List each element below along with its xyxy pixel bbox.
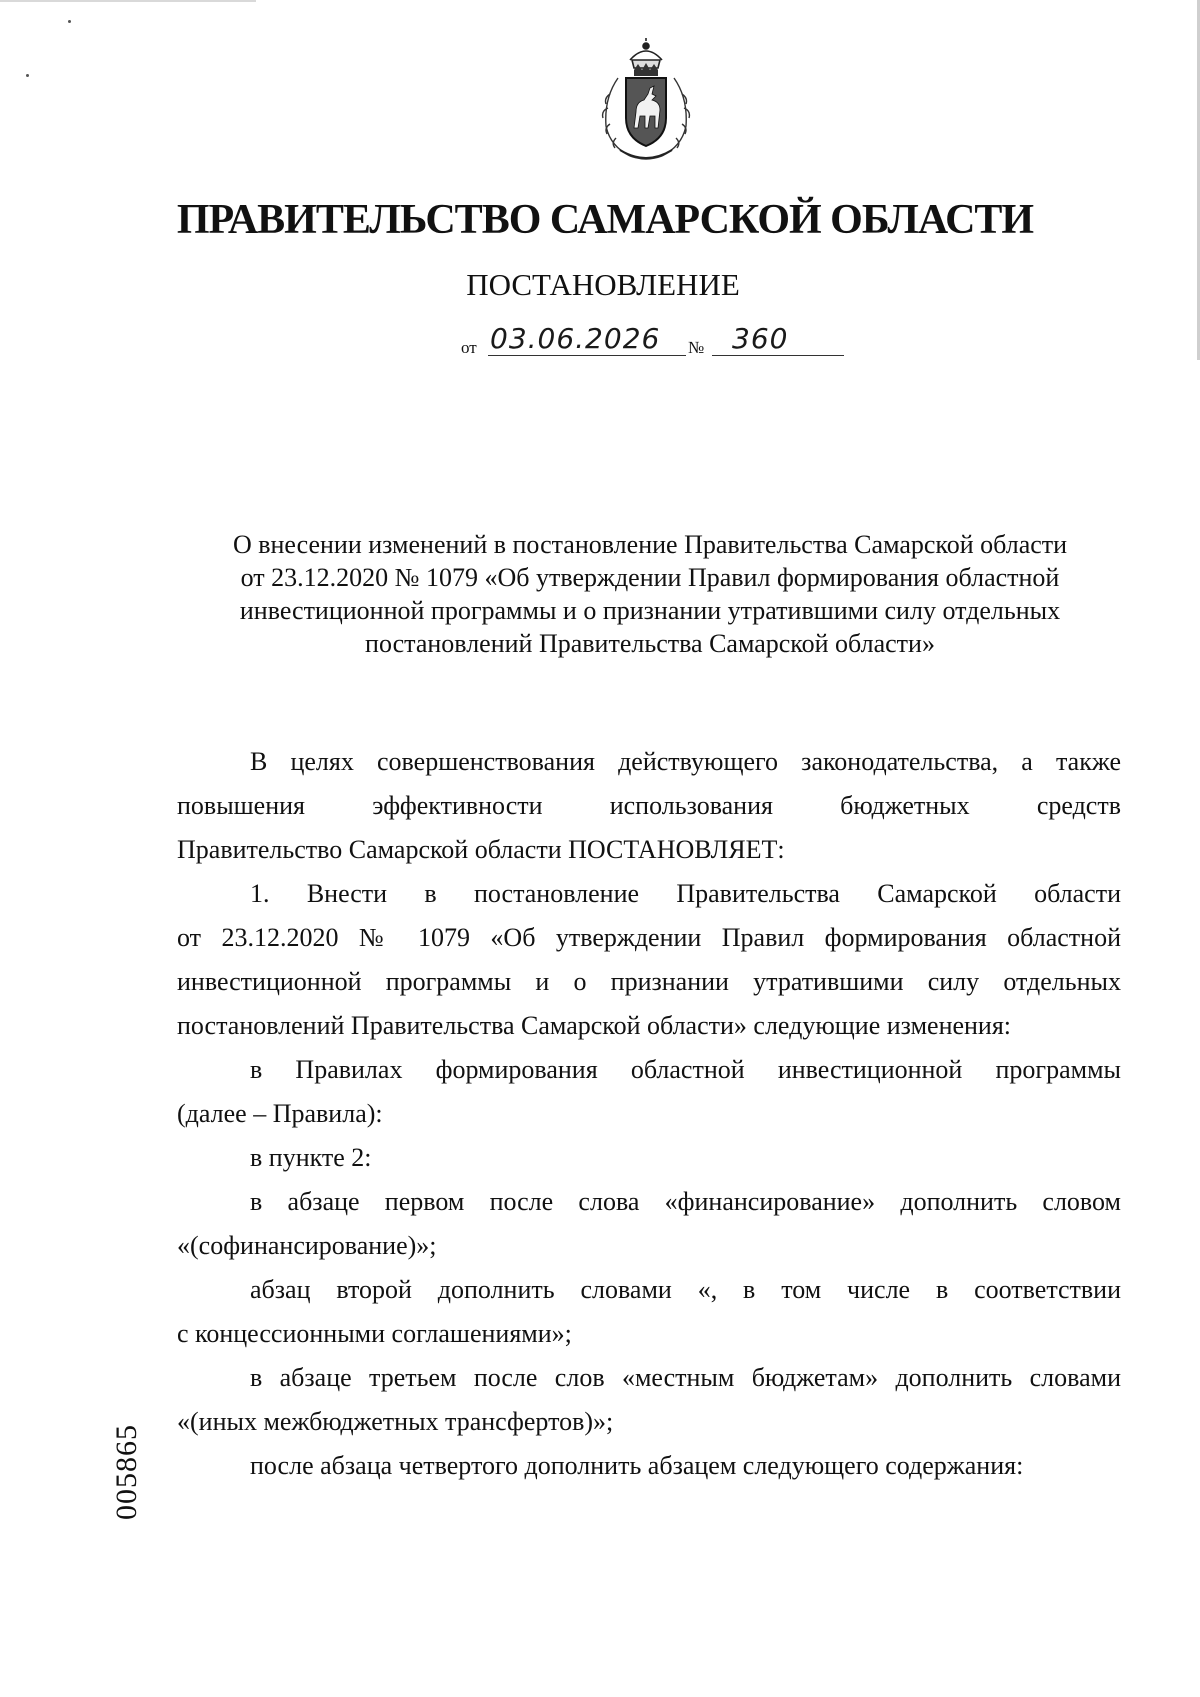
organization-title: ПРАВИТЕЛЬСТВО САМАРСКОЙ ОБЛАСТИ [176,197,1034,243]
date-label: от [461,338,477,357]
document-body [177,740,1121,1488]
body-line: «(софинансирование)»; [177,1231,437,1260]
body-line: В целях совершенствования действующего законодательства, а также [250,747,1121,776]
body-line: в абзаце первом после слова «финансирование» дополнить словом [250,1187,1121,1216]
date-value: 03.06.2026 [490,322,661,355]
registration-number: 005865 [110,1424,143,1520]
scan-edge-line [0,0,256,2]
subject-line: от 23.12.2020 № 1079 «Об утверждении Правил формирования областной [240,563,1060,592]
body-line: абзац второй дополнить словами «, в том числе в соответствии [250,1275,1121,1304]
body-line: инвестиционной программы и о признании утратившими силу отдельных [177,967,1121,996]
body-line: 1. Внести в постановление Правительства Самарской области [250,879,1121,908]
subject-line: постановлений Правительства Самарской области» [365,629,935,658]
body-line: от 23.12.2020 № 1079 «Об утверждении Правил формирования областной [177,923,1121,952]
document-type: ПОСТАНОВЛЕНИЕ [466,267,740,302]
number-value: 360 [732,322,789,355]
body-line: после абзаца четвертого дополнить абзацем следующего содержания: [250,1451,1024,1480]
body-line: Правительство Самарской области ПОСТАНОВЛЯЕТ: [177,835,785,864]
date-field [488,322,686,356]
body-line: (далее – Правила): [177,1099,383,1128]
samara-coat-of-arms-icon [590,38,702,164]
number-label: № [688,338,705,357]
body-line: «(иных межбюджетных трансфертов)»; [177,1407,614,1436]
body-line: в пункте 2: [250,1143,372,1172]
number-field [712,322,844,356]
body-line: повышения эффективности использования бюджетных средств [177,791,1121,820]
body-line: постановлений Правительства Самарской области» следующие изменения: [177,1011,1012,1040]
body-line: с концессионными соглашениями»; [177,1319,572,1348]
scan-speck [26,74,29,77]
body-line: в Правилах формирования областной инвестиционной программы [250,1055,1121,1084]
subject-line: инвестиционной программы и о признании утратившими силу отдельных [239,596,1061,625]
scan-speck [68,20,71,23]
body-line: в абзаце третьем после слов «местным бюджетам» дополнить словами [250,1363,1121,1392]
document-subject [180,528,1120,660]
subject-line: О внесении изменений в постановление Правительства Самарской области [232,530,1068,559]
